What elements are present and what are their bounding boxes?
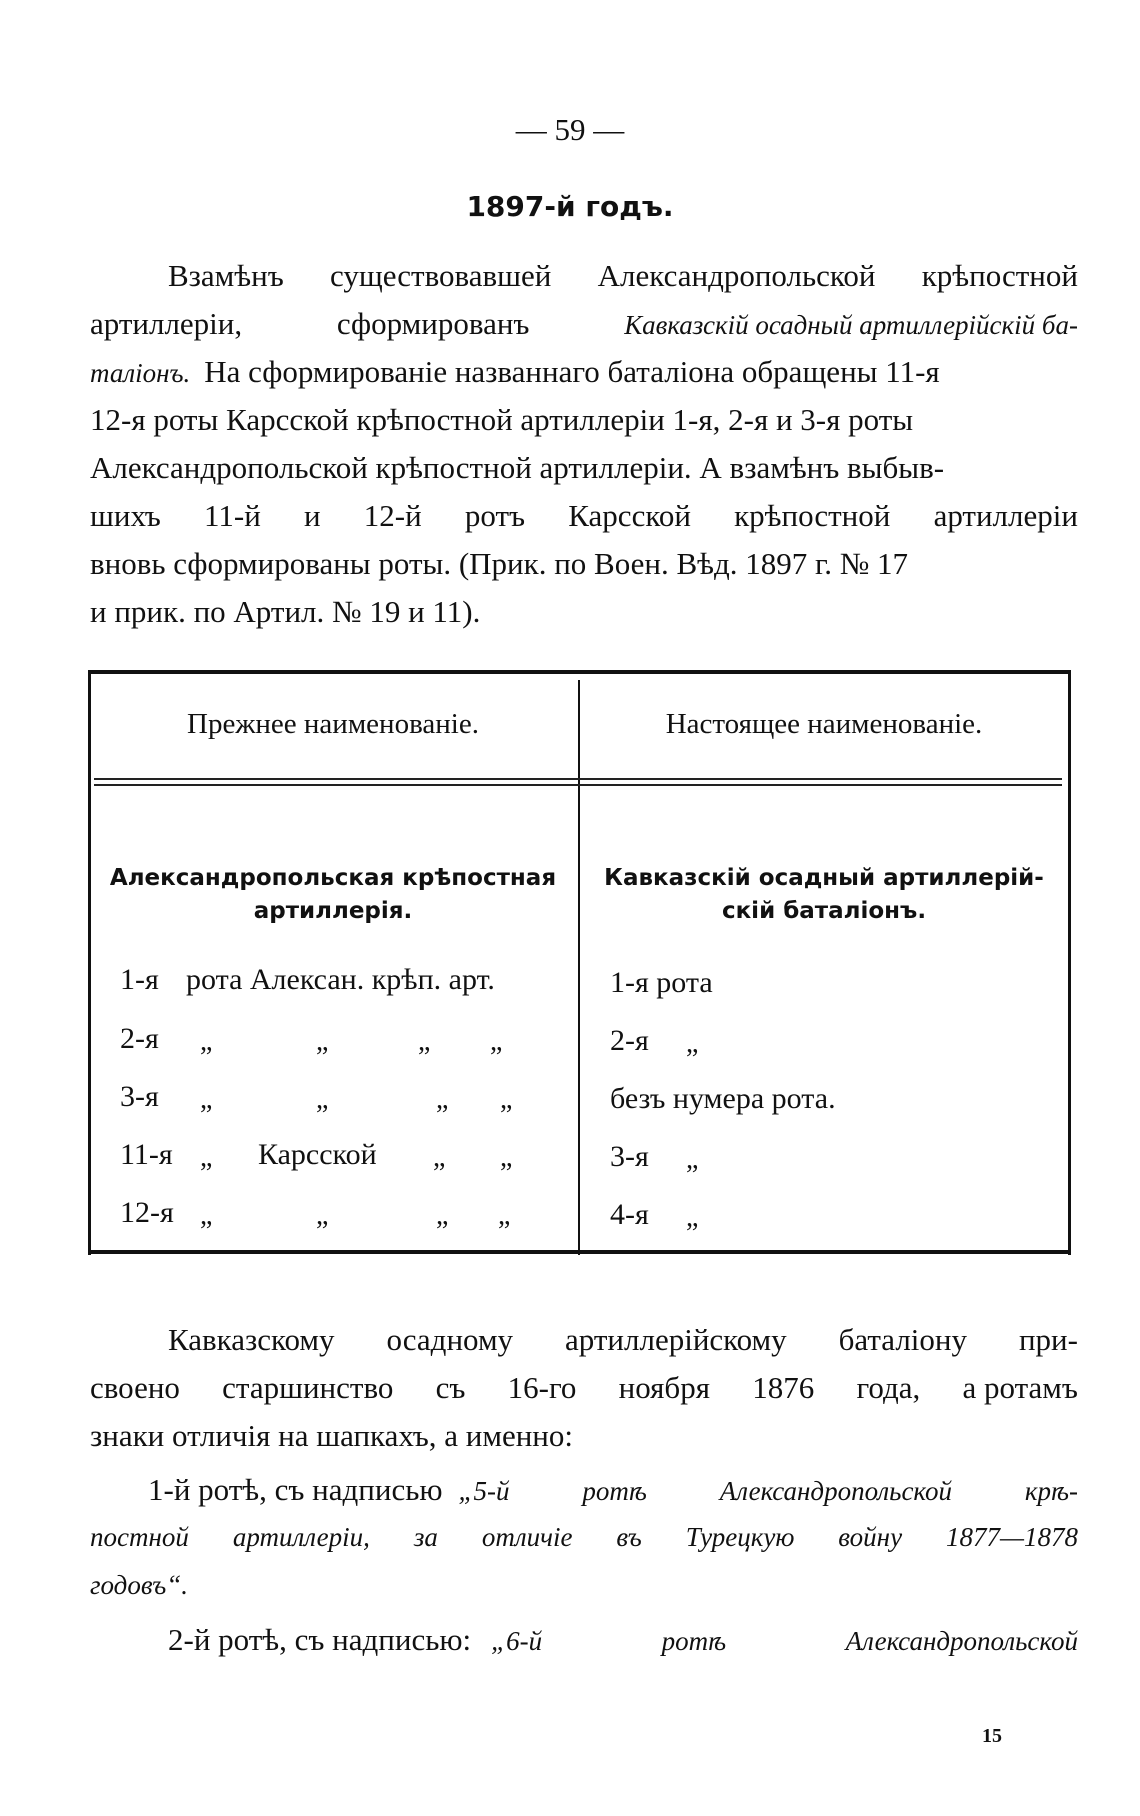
word: 16-го — [507, 1370, 577, 1405]
header-current-name: Настоящее наименованіе. — [665, 708, 983, 740]
para1-line-7: вновь сформированы роты. (Прик. по Воен. Вѣд. 1897 г. № 17 — [90, 546, 909, 581]
right-row-text: 2-я — [610, 1024, 649, 1057]
ditto-mark: „ — [490, 1026, 503, 1057]
table-column-divider — [578, 680, 580, 1255]
ditto-mark: „ — [200, 1026, 213, 1057]
ditto-mark: „ — [418, 1026, 431, 1057]
left-subheading-line: артиллерія. — [253, 898, 413, 924]
ditto-mark: „ — [500, 1084, 513, 1115]
word: а ротамъ — [962, 1370, 1078, 1405]
left-row-text: рота Алексан. крѣп. арт. — [186, 963, 495, 996]
italic-text: „5-й ротѣ Александропольской крѣ- — [458, 1476, 1078, 1506]
para1-line-2 — [90, 306, 1078, 342]
right-subheading — [580, 862, 1068, 928]
header-double-rule — [94, 778, 1062, 786]
right-row-text: безъ нумера рота. — [610, 1082, 836, 1115]
word: шихъ — [90, 498, 161, 533]
left-row-text: Карсской — [258, 1138, 377, 1171]
para1-line-1 — [168, 258, 1078, 294]
word: осадному — [386, 1322, 514, 1357]
word: при- — [1018, 1322, 1078, 1357]
ditto-mark: „ — [433, 1142, 446, 1173]
table-left-border — [88, 670, 91, 1255]
word: ротъ — [464, 498, 526, 533]
word: крѣпостной — [921, 258, 1078, 293]
left-row-num: 11-я — [120, 1138, 173, 1171]
renaming-table — [88, 670, 1071, 1255]
word: артиллерійскому — [565, 1322, 787, 1357]
table-bottom-rule — [88, 1250, 1071, 1254]
para2-line-2 — [90, 1370, 1078, 1406]
para1-line-3 — [90, 354, 1078, 390]
word: и — [303, 498, 321, 533]
ditto-mark: „ — [436, 1084, 449, 1115]
word: Кавказскому — [168, 1322, 335, 1357]
ditto-mark: „ — [686, 1144, 699, 1175]
ditto-mark: „ — [316, 1026, 329, 1057]
para1-line-4: 12-я роты Карсской крѣпостной артиллеріи 1-я, 2-я и 3-я роты — [90, 402, 914, 437]
para2-line-4 — [148, 1472, 1078, 1508]
ditto-mark: „ — [316, 1084, 329, 1115]
left-subheading-line: Александропольская крѣпостная — [109, 865, 557, 891]
table-right-border — [1068, 670, 1071, 1255]
word: баталіону — [838, 1322, 967, 1357]
left-row-num: 12-я — [120, 1196, 174, 1229]
word: старшинство — [222, 1370, 394, 1405]
word: 12-й — [363, 498, 422, 533]
word: крѣпостной — [734, 498, 891, 533]
para2-line-7 — [168, 1622, 1078, 1658]
ditto-mark: „ — [436, 1200, 449, 1231]
ditto-mark: „ — [686, 1202, 699, 1233]
para1-line-5: Александропольской крѣпостной артиллеріи. А взамѣнъ выбыв- — [90, 450, 945, 485]
left-subheading — [88, 862, 578, 928]
text: 2-й ротѣ, съ надписью: — [168, 1622, 472, 1657]
word: Александропольской — [597, 258, 876, 293]
ditto-mark: „ — [500, 1142, 513, 1173]
para2-line-5: постной артиллеріи, за отличіе въ Турецкую войну 1877—1878 — [90, 1522, 1078, 1552]
word: 1876 — [752, 1370, 815, 1405]
para2-line-3: знаки отличія на шапкахъ, а именно: — [90, 1418, 574, 1453]
ditto-mark: „ — [316, 1200, 329, 1231]
italic-text: таліонъ. — [90, 358, 191, 388]
para2-line-1 — [168, 1322, 1078, 1358]
printer-signature: 15 — [982, 1725, 1002, 1747]
word: Взамѣнъ — [168, 258, 284, 293]
word: артиллеріи — [933, 498, 1078, 533]
italic-text: „6-й ротѣ Александропольской — [491, 1626, 1078, 1656]
text: На сформированіе названнаго баталіона обращены 11-я — [204, 354, 940, 389]
right-subheading-line: Кавказскій осадный артиллерій- — [604, 865, 1044, 891]
right-row-text: 1-я рота — [610, 966, 713, 999]
ditto-mark: „ — [200, 1084, 213, 1115]
right-subheading-line: скій баталіонъ. — [721, 898, 927, 924]
para1-line-6 — [90, 498, 1078, 534]
para2-line-6: годовъ“. — [90, 1570, 188, 1600]
table-top-rule — [88, 670, 1071, 674]
left-row-num: 2-я — [120, 1022, 159, 1055]
header-former-name: Прежнее наименованіе. — [187, 708, 479, 740]
year-heading: 1897-й годъ. — [466, 190, 674, 223]
word: съ — [435, 1370, 466, 1405]
text: 1-й ротѣ, съ надписью — [148, 1472, 443, 1507]
para1-line-8: и прик. по Артил. № 19 и 11). — [90, 594, 481, 629]
italic-text: Кавказскій осадный артиллерійскій ба- — [624, 310, 1078, 340]
word: сформированъ — [336, 306, 530, 341]
word: 11-й — [204, 498, 261, 533]
word: года, — [856, 1370, 921, 1405]
word: своено — [90, 1370, 180, 1405]
word: ноября — [618, 1370, 710, 1405]
word: Карсской — [568, 498, 691, 533]
ditto-mark: „ — [200, 1142, 213, 1173]
word: артиллеріи, — [90, 306, 243, 341]
left-row-num: 1-я — [120, 963, 159, 996]
ditto-mark: „ — [686, 1028, 699, 1059]
ditto-mark: „ — [200, 1200, 213, 1231]
left-row-num: 3-я — [120, 1080, 159, 1113]
page-number: — 59 — — [515, 112, 625, 147]
word: существовавшей — [330, 258, 552, 293]
ditto-mark: „ — [498, 1200, 511, 1231]
right-row-text: 3-я — [610, 1140, 649, 1173]
right-row-text: 4-я — [610, 1198, 649, 1231]
